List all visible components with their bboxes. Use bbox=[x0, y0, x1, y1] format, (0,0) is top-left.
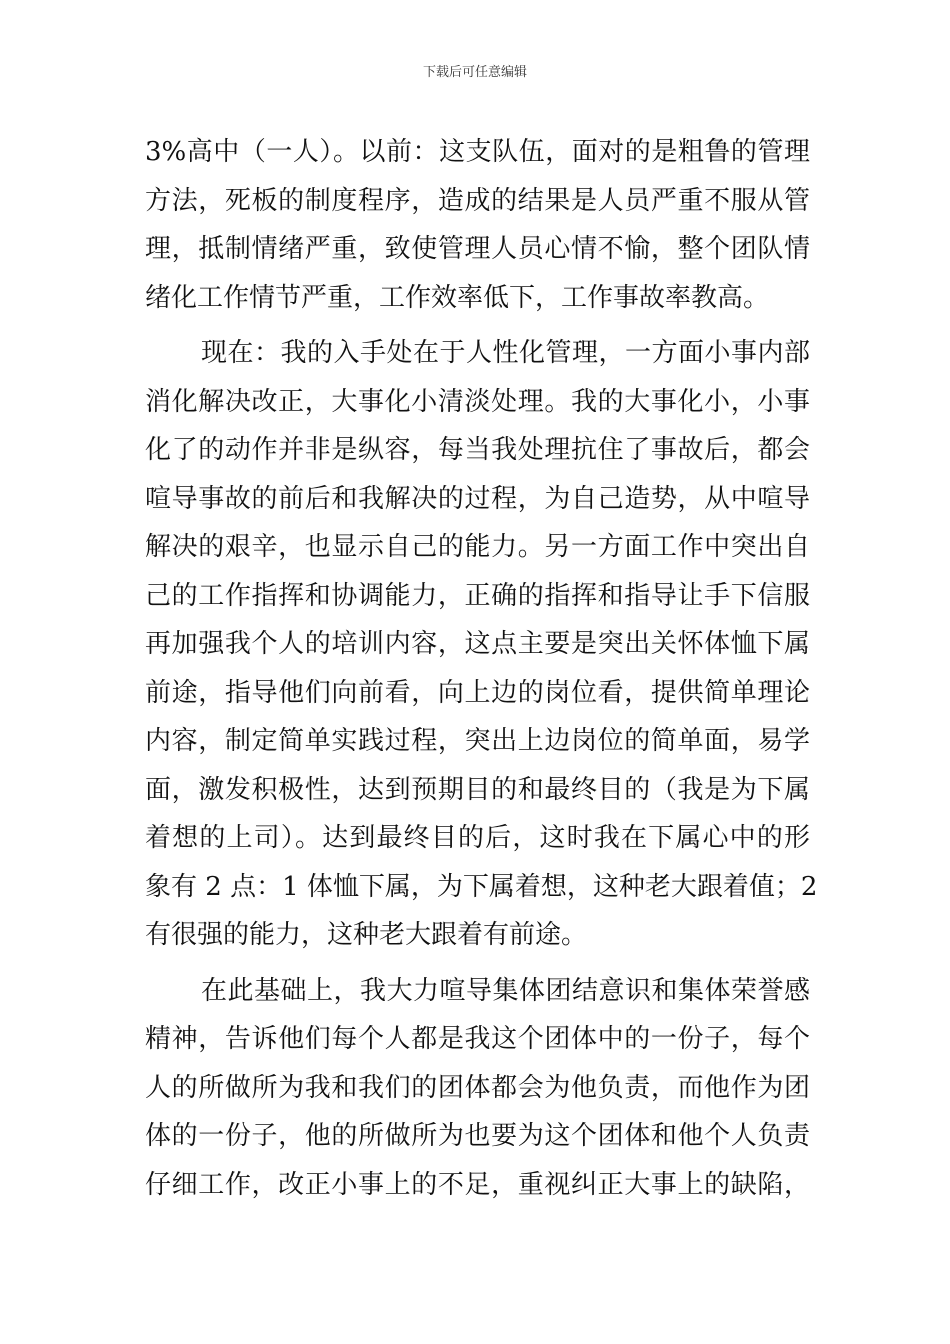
text-line: 方法，死板的制度程序，造成的结果是人员严重不服从管 bbox=[145, 185, 810, 216]
paragraph-3 bbox=[145, 967, 810, 1210]
text-line: 在此基础上，我大力喧导集体团结意识和集体荣誉感 bbox=[201, 975, 810, 1006]
text-line: 己的工作指挥和协调能力，正确的指挥和指导让手下信服 bbox=[145, 580, 810, 611]
text-line: 面，激发积极性，达到预期目的和最终目的（我是为下属 bbox=[145, 774, 810, 805]
text-line: 精神，告诉他们每个人都是我这个团体中的一份子，每个 bbox=[145, 1024, 810, 1054]
text-line: 化了的动作并非是纵容，每当我处理抗住了事故后，都会 bbox=[145, 435, 810, 465]
text-line: 体的一份子，他的所做所为也要为这个团体和他个人负责 bbox=[145, 1121, 810, 1151]
text-line: 再加强我个人的培训内容，这点主要是突出关怀体恤下属 bbox=[145, 629, 810, 659]
text-line: 仔细工作，改正小事上的不足，重视纠正大事上的缺陷， bbox=[145, 1169, 810, 1200]
text-line: 喧导事故的前后和我解决的过程，为自己造势，从中喧导 bbox=[145, 483, 810, 514]
text-line: 现在：我的入手处在于人性化管理，一方面小事内部 bbox=[201, 338, 810, 368]
text-line: 象有 2 点：1 体恤下属，为下属着想，这种老大跟着值；2 bbox=[145, 871, 818, 902]
paragraph-1 bbox=[145, 128, 810, 322]
text-line: 有很强的能力，这种老大跟着有前途。 bbox=[145, 920, 588, 950]
text-line: 绪化工作情节严重，工作效率低下，工作事故率教高。 bbox=[145, 282, 770, 313]
text-line: 解决的艰辛，也显示自己的能力。另一方面工作中突出自 bbox=[145, 532, 810, 562]
text-line: 理，抵制情绪严重，致使管理人员心情不愉，整个团队情 bbox=[145, 234, 810, 264]
page-header: 下载后可任意编辑 bbox=[422, 65, 527, 80]
text-line: 前途，指导他们向前看，向上边的岗位看，提供简单理论 bbox=[145, 677, 810, 708]
paragraph-2 bbox=[145, 329, 818, 960]
text-line: 人的所做所为我和我们的团体都会为他负责，而他作为团 bbox=[145, 1072, 810, 1103]
document-body bbox=[145, 128, 818, 1209]
text-line: 着想的上司）。达到最终目的后，这时我在下属心中的形 bbox=[145, 823, 810, 853]
text-line: 内容，制定简单实践过程，突出上边岗位的简单面，易学 bbox=[145, 726, 810, 756]
text-line: 3%高中（一人）。以前：这支队伍，面对的是粗鲁的管理 bbox=[145, 137, 810, 167]
text-line: 消化解决改正，大事化小清淡处理。我的大事化小，小事 bbox=[145, 386, 810, 417]
